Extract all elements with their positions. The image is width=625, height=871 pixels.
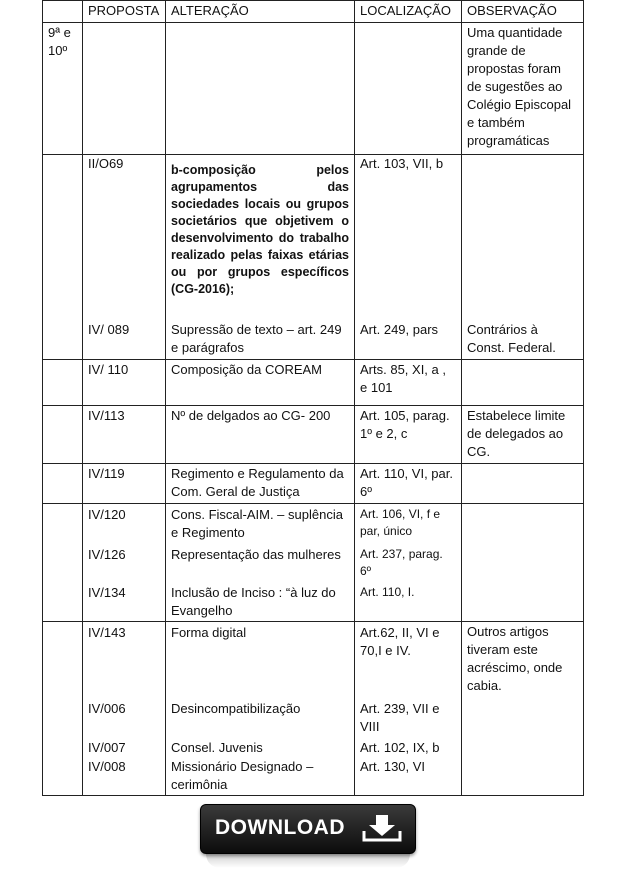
proposta-item: IV/126 bbox=[88, 547, 126, 562]
download-button-wrapper bbox=[200, 804, 416, 868]
alteracao-item: Inclusão de Inciso : “à luz do Evangelho bbox=[171, 585, 336, 618]
observacao-cell bbox=[462, 464, 584, 504]
observacao-cell bbox=[462, 360, 584, 406]
alteracao-cell bbox=[166, 504, 355, 622]
observacao-cell: Outros artigos tiveram este acréscimo, onde cabia. bbox=[462, 622, 584, 796]
alteracao-cell bbox=[166, 622, 355, 796]
alteracao-item: Nº de delgados ao CG- 200 bbox=[171, 408, 331, 423]
localizacao-cell bbox=[355, 464, 462, 504]
alteracao-item: Forma digital bbox=[171, 625, 247, 640]
table-row bbox=[43, 360, 584, 406]
localizacao-item: Art. 110, VI, par. 6º bbox=[360, 466, 453, 499]
alteracao-cell bbox=[166, 464, 355, 504]
table-row bbox=[43, 622, 584, 796]
observacao-cell: Uma quantidade grande de propostas foram de sugestões ao Colégio Episcopal e também programáticas bbox=[462, 23, 584, 155]
proposta-item: IV/134 bbox=[88, 585, 126, 600]
alteracao-item: Cons. Fiscal-AIM. – suplência e Regimento bbox=[171, 507, 343, 540]
localizacao-item: Art. 110, I. bbox=[360, 585, 415, 599]
alteracao-cell bbox=[166, 23, 355, 155]
localizacao-item: Art.62, II, VI e 70,I e IV. bbox=[360, 625, 440, 658]
localizacao-item: Art. 237, parag. 6º bbox=[360, 547, 443, 578]
header-proposta: PROPOSTA bbox=[83, 1, 166, 23]
alteracao-cell bbox=[166, 155, 355, 360]
row-number bbox=[43, 155, 83, 360]
proposta-item: IV/ 089 bbox=[88, 322, 130, 337]
proposta-item: IV/143 bbox=[88, 625, 126, 640]
row-number bbox=[43, 406, 83, 464]
download-button[interactable] bbox=[200, 804, 416, 854]
document-page bbox=[42, 0, 583, 796]
proposta-cell bbox=[83, 622, 166, 796]
table-row bbox=[43, 464, 584, 504]
localizacao-item: Art. 130, VI bbox=[360, 759, 426, 774]
alteracao-item: Supressão de texto – art. 249 e parágrafos bbox=[171, 322, 342, 355]
table-header-row bbox=[43, 1, 584, 23]
observacao-cell bbox=[462, 504, 584, 622]
table-row bbox=[43, 406, 584, 464]
localizacao-cell bbox=[355, 406, 462, 464]
proposals-table bbox=[42, 0, 584, 796]
download-button-label: DOWNLOAD bbox=[215, 816, 345, 839]
alteracao-item: Representação das mulheres bbox=[171, 547, 341, 562]
row-number bbox=[43, 464, 83, 504]
header-number bbox=[43, 1, 83, 23]
header-localizacao: LOCALIZAÇÃO bbox=[355, 1, 462, 23]
alteracao-item: Missionário Designado – cerimônia bbox=[171, 759, 314, 792]
localizacao-cell bbox=[355, 23, 462, 155]
localizacao-cell bbox=[355, 155, 462, 360]
proposta-item: IV/120 bbox=[88, 507, 126, 522]
proposta-item: IV/007 bbox=[88, 740, 126, 755]
alteracao-item: b-composição pelos agrupamentos das sociedades locais ou grupos societários que objetivem o desenvolvimento do trabalho realizado pelas faixas etárias ou por grupos específicos (CG-2016); bbox=[171, 163, 349, 296]
proposta-item: IV/ 110 bbox=[88, 362, 129, 377]
proposta-cell bbox=[83, 23, 166, 155]
download-button-reflection bbox=[206, 854, 410, 868]
alteracao-item: Regimento e Regulamento da Com. Geral de Justiça bbox=[171, 466, 344, 499]
alteracao-item: Consel. Juvenis bbox=[171, 740, 263, 755]
proposta-item: IV/008 bbox=[88, 759, 126, 774]
table-row bbox=[43, 155, 584, 360]
localizacao-item: Art. 249, pars bbox=[360, 322, 439, 337]
alteracao-cell bbox=[166, 360, 355, 406]
localizacao-item: Arts. 85, XI, a , e 101 bbox=[360, 362, 446, 395]
alteracao-cell bbox=[166, 406, 355, 464]
localizacao-cell bbox=[355, 504, 462, 622]
header-alteracao: ALTERAÇÃO bbox=[166, 1, 355, 23]
localizacao-item: Art. 106, VI, f e par, único bbox=[360, 507, 441, 538]
localizacao-item: Art. 102, IX, b bbox=[360, 740, 440, 755]
table-row bbox=[43, 23, 584, 155]
proposta-item: II/O69 bbox=[88, 156, 124, 171]
localizacao-item: Art. 239, VII e VIII bbox=[360, 701, 440, 734]
observacao-cell bbox=[462, 155, 584, 360]
alteracao-item: Desincompatibilização bbox=[171, 701, 301, 716]
proposta-cell bbox=[83, 464, 166, 504]
row-number: 9ª e 10º bbox=[43, 23, 83, 155]
proposta-cell bbox=[83, 360, 166, 406]
alteracao-item: Composição da COREAM bbox=[171, 362, 322, 377]
table-row bbox=[43, 504, 584, 622]
observacao-cell: Estabelece limite de delegados ao CG. bbox=[462, 406, 584, 464]
observacao-item: Contrários à Const. Federal. bbox=[467, 322, 556, 355]
download-arrow-icon bbox=[361, 813, 403, 843]
proposta-cell bbox=[83, 504, 166, 622]
localizacao-item: Art. 105, parag. 1º e 2, c bbox=[360, 408, 450, 441]
proposta-cell bbox=[83, 155, 166, 360]
row-number bbox=[43, 504, 83, 622]
header-observacao: OBSERVAÇÃO bbox=[462, 1, 584, 23]
localizacao-item: Art. 103, VII, b bbox=[360, 156, 444, 171]
localizacao-cell bbox=[355, 622, 462, 796]
proposta-item: IV/006 bbox=[88, 701, 126, 716]
proposta-item: IV/113 bbox=[88, 408, 125, 423]
row-number bbox=[43, 622, 83, 796]
proposta-cell bbox=[83, 406, 166, 464]
proposta-item: IV/119 bbox=[88, 466, 125, 481]
localizacao-cell bbox=[355, 360, 462, 406]
row-number bbox=[43, 360, 83, 406]
